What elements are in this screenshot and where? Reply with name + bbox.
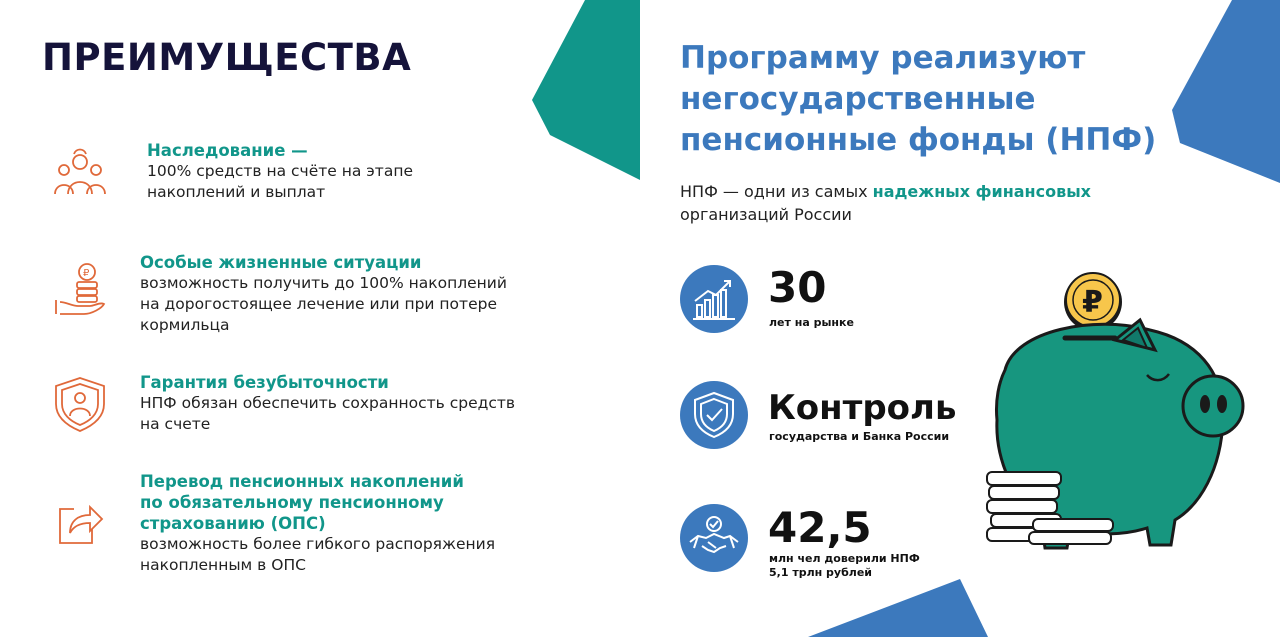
advantage-text xyxy=(140,372,520,435)
npf-subtitle xyxy=(680,180,1150,226)
advantage-text xyxy=(140,471,520,576)
stat-money-label: 5,1 трлн рублей xyxy=(769,566,873,579)
family-icon xyxy=(50,146,110,206)
advantage-desc: возможность более гибкого распоряжения накопленным в ОПС xyxy=(140,535,496,574)
advantage-desc: 100% средств на счёте на этапе накоплений и выплат xyxy=(147,162,413,201)
stat-control-value: Контроль xyxy=(768,388,957,428)
shield-person-icon xyxy=(50,374,110,434)
program-title: Программу реализуют негосударственные пенсионные фонды (НПФ) xyxy=(680,40,1157,158)
advantage-text xyxy=(147,140,527,203)
advantage-title: Перевод пенсионных накоплений по обязательному пенсионному страхованию (ОПС) xyxy=(140,472,464,533)
piggy-bank-illustration xyxy=(975,270,1245,570)
stat-years-label: лет на рынке xyxy=(769,316,854,329)
growth-chart-icon xyxy=(680,265,748,333)
ruble-coin-icon xyxy=(1064,273,1122,331)
svg-text:₽: ₽ xyxy=(83,268,90,279)
share-arrow-icon xyxy=(54,497,114,557)
coins-hand-icon xyxy=(50,260,110,320)
subtitle-post: организаций России xyxy=(680,205,852,224)
blue-triangle-bottom xyxy=(808,579,988,637)
advantage-desc: возможность получить до 100% накоплений на дорогостоящее лечение или при потере кормильца xyxy=(140,274,507,334)
shield-check-icon xyxy=(680,381,748,449)
advantage-text xyxy=(140,252,520,336)
advantage-desc: НПФ обязан обеспечить сохранность средств на счете xyxy=(140,394,516,433)
advantage-title: Наследование — xyxy=(147,141,308,160)
page-title: ПРЕИМУЩЕСТВА xyxy=(42,36,412,79)
coin-symbol: ₽ xyxy=(1082,285,1103,320)
teal-triangle xyxy=(532,0,640,180)
stat-control-label: государства и Банка России xyxy=(769,430,950,443)
advantage-title: Гарантия безубыточности xyxy=(140,373,389,392)
subtitle-pre: НПФ — одни из самых xyxy=(680,182,873,201)
stat-people-value: 42,5 xyxy=(768,503,872,552)
advantage-title: Особые жизненные ситуации xyxy=(140,253,422,272)
stat-people-label: млн чел доверили НПФ xyxy=(769,552,920,565)
subtitle-highlight: надежных финансовых xyxy=(872,182,1091,201)
stat-years-value: 30 xyxy=(768,263,827,312)
handshake-icon xyxy=(680,504,748,572)
